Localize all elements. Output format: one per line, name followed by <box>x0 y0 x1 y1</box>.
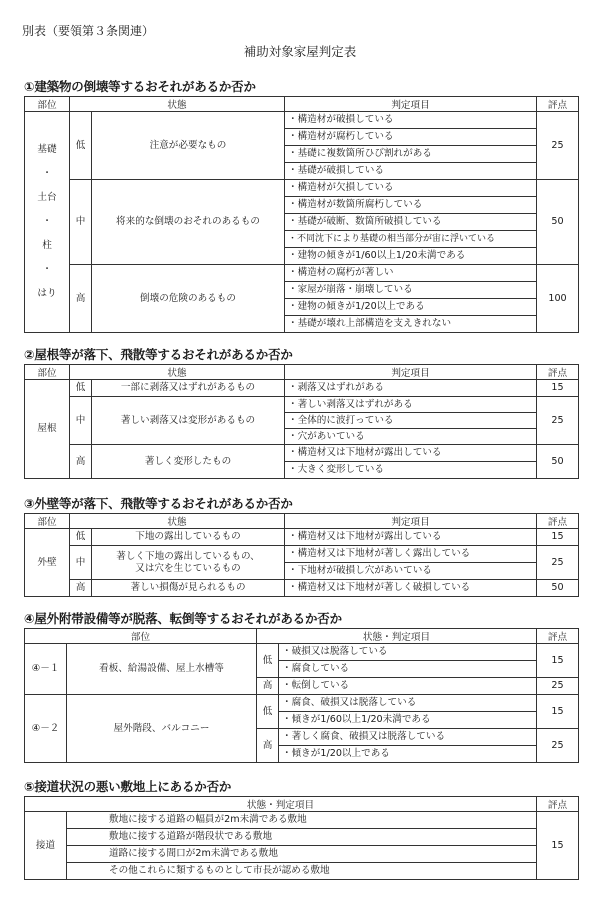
score-cell: 15 <box>537 380 579 397</box>
col-header-score: 評点 <box>537 797 579 812</box>
col-header-score: 評点 <box>537 365 579 380</box>
score-cell: 25 <box>537 678 579 695</box>
section-1-table <box>24 96 579 333</box>
col-header-part: 部位 <box>25 97 70 112</box>
score-cell: 50 <box>537 180 579 265</box>
part-line: はり <box>37 287 57 299</box>
col-header-score: 評点 <box>537 629 579 644</box>
score-cell: 15 <box>537 644 579 678</box>
part-line: 柱 <box>42 239 52 251</box>
level-cell: 中 <box>70 180 92 265</box>
section-3-title: ③外壁等が落下、飛散等するおそれがあるか否か <box>24 496 293 511</box>
item-cell: ・構造材又は下地材が著しく破損している <box>285 580 537 597</box>
section-5-table <box>24 796 579 880</box>
col-header-items: 判定項目 <box>285 97 537 112</box>
part-cell: 外壁 <box>25 529 70 597</box>
group-id: ④－２ <box>25 695 67 763</box>
item-cell: ・構造材が破損している <box>285 112 537 129</box>
col-header-items: 状態・判定項目 <box>257 629 537 644</box>
section-3 <box>24 495 578 597</box>
score-cell: 50 <box>537 445 579 479</box>
score-cell: 25 <box>537 729 579 763</box>
score-cell: 15 <box>537 529 579 546</box>
item-cell: ・建物の傾きが1/60以上1/20未満である <box>285 248 537 265</box>
item-cell: ・構造材又は下地材が露出している <box>285 529 537 546</box>
state-cell: 著しい剥落又は変形があるもの <box>92 397 285 445</box>
col-header-state: 状態 <box>70 365 285 380</box>
col-header-items: 判定項目 <box>285 365 537 380</box>
item-cell: ・破損又は脱落している <box>279 644 537 661</box>
state-cell: 一部に剥落又はずれがあるもの <box>92 380 285 397</box>
part-cell: 屋根 <box>25 380 70 479</box>
item-cell: ・大きく変形している <box>285 462 537 479</box>
item-cell: ・転倒している <box>279 678 537 695</box>
level-cell: 高 <box>70 580 92 597</box>
level-cell: 高 <box>257 729 279 763</box>
header-note: 別表（要領第３条関連） <box>22 24 155 38</box>
col-header-score: 評点 <box>537 97 579 112</box>
col-header-state: 状態 <box>70 97 285 112</box>
item-cell: ・基礎が破断、数箇所破損している <box>285 214 537 231</box>
item-cell: 敷地に接する道路の幅員が2m未満である敷地 <box>67 812 537 829</box>
part-line: 土台 <box>37 192 57 204</box>
state-cell: 下地の露出しているもの <box>92 529 285 546</box>
item-cell: ・基礎が壊れ上部構造を支えきれない <box>285 316 537 333</box>
item-cell: ・下地材が破損し穴があいている <box>285 563 537 580</box>
level-cell: 低 <box>257 644 279 678</box>
col-header-part: 部位 <box>25 514 70 529</box>
col-header-state: 状態 <box>70 514 285 529</box>
score-cell: 25 <box>537 112 579 180</box>
score-cell: 100 <box>537 265 579 333</box>
item-cell: ・不同沈下により基礎の相当部分が宙に浮いている <box>285 231 537 248</box>
item-cell: ・穴があいている <box>285 429 537 445</box>
col-header-part: 部位 <box>25 365 70 380</box>
item-cell: ・構造材が腐朽している <box>285 129 537 146</box>
item-cell: ・剥落又はずれがある <box>285 380 537 397</box>
section-4-title: ④屋外附帯設備等が脱落、転倒等するおそれがあるか否か <box>24 611 342 626</box>
score-cell: 15 <box>537 695 579 729</box>
section-5-title: ⑤接道状況の悪い敷地上にあるか否か <box>24 779 232 794</box>
level-cell: 低 <box>70 529 92 546</box>
score-cell: 15 <box>537 812 579 880</box>
col-header-part: 部位 <box>25 629 257 644</box>
col-header-score: 評点 <box>537 514 579 529</box>
item-cell: ・傾きが1/60以上1/20未満である <box>279 712 537 729</box>
part-cell <box>25 112 70 333</box>
section-2-title: ②屋根等が落下、飛散等するおそれがあるか否か <box>24 347 293 362</box>
item-cell: 道路に接する間口が2m未満である敷地 <box>67 846 537 863</box>
section-2-table <box>24 364 579 479</box>
score-cell: 50 <box>537 580 579 597</box>
group-name: 看板、給湯設備、屋上水槽等 <box>67 644 257 695</box>
group-name: 屋外階段、バルコニー <box>67 695 257 763</box>
state-cell: 著しく変形したもの <box>92 445 285 479</box>
section-1-title: ①建築物の倒壊等するおそれがあるか否か <box>24 79 256 94</box>
level-cell: 低 <box>70 380 92 397</box>
state-cell: 注意が必要なもの <box>92 112 285 180</box>
level-cell: 高 <box>70 265 92 333</box>
level-cell: 中 <box>70 397 92 445</box>
section-5 <box>24 778 578 880</box>
item-cell: ・構造材又は下地材が著しく露出している <box>285 546 537 563</box>
document-title: 補助対象家屋判定表 <box>243 44 357 59</box>
level-cell: 低 <box>257 695 279 729</box>
item-cell: ・基礎に複数箇所ひび割れがある <box>285 146 537 163</box>
section-3-table <box>24 513 579 597</box>
level-cell: 低 <box>70 112 92 180</box>
item-cell: その他これらに類するものとして市長が認める敷地 <box>67 863 537 880</box>
state-line: 又は穴を生じているもの <box>135 562 241 574</box>
group-id: ④－１ <box>25 644 67 695</box>
state-cell <box>92 546 285 580</box>
item-cell: ・基礎が破損している <box>285 163 537 180</box>
section-4 <box>24 610 578 763</box>
col-header-items: 状態・判定項目 <box>25 797 537 812</box>
item-cell: ・建物の傾きが1/20以上である <box>285 299 537 316</box>
part-line: 基礎 <box>37 144 57 156</box>
item-cell: 敷地に接する道路が階段状である敷地 <box>67 829 537 846</box>
level-cell: 高 <box>257 678 279 695</box>
item-cell: ・家屋が崩落・崩壊している <box>285 282 537 299</box>
item-cell: ・構造材又は下地材が露出している <box>285 445 537 462</box>
state-line: 著しく下地の露出しているもの、 <box>116 551 260 563</box>
item-cell: ・腐食、破損又は脱落している <box>279 695 537 712</box>
item-cell: ・著しく腐食、破損又は脱落している <box>279 729 537 746</box>
score-cell: 25 <box>537 546 579 580</box>
section-4-table <box>24 628 579 763</box>
item-cell: ・構造材の腐朽が著しい <box>285 265 537 282</box>
item-cell: ・著しい剥落又はずれがある <box>285 397 537 413</box>
state-cell: 倒壊の危険のあるもの <box>92 265 285 333</box>
part-line: ・ <box>42 216 52 227</box>
part-cell: 接道 <box>25 812 67 880</box>
level-cell: 中 <box>70 546 92 580</box>
col-header-items: 判定項目 <box>285 514 537 529</box>
section-1 <box>24 78 578 333</box>
state-cell: 将来的な倒壊のおそれのあるもの <box>92 180 285 265</box>
part-line: ・ <box>42 168 52 180</box>
part-line: ・ <box>42 263 52 275</box>
item-cell: ・構造材が数箇所腐朽している <box>285 197 537 214</box>
item-cell: ・全体的に波打っている <box>285 413 537 429</box>
score-cell: 25 <box>537 397 579 445</box>
item-cell: ・腐食している <box>279 661 537 678</box>
section-2 <box>24 346 578 479</box>
item-cell: ・構造材が欠損している <box>285 180 537 197</box>
level-cell: 高 <box>70 445 92 479</box>
state-cell: 著しい損傷が見られるもの <box>92 580 285 597</box>
item-cell: ・傾きが1/20以上である <box>279 746 537 763</box>
